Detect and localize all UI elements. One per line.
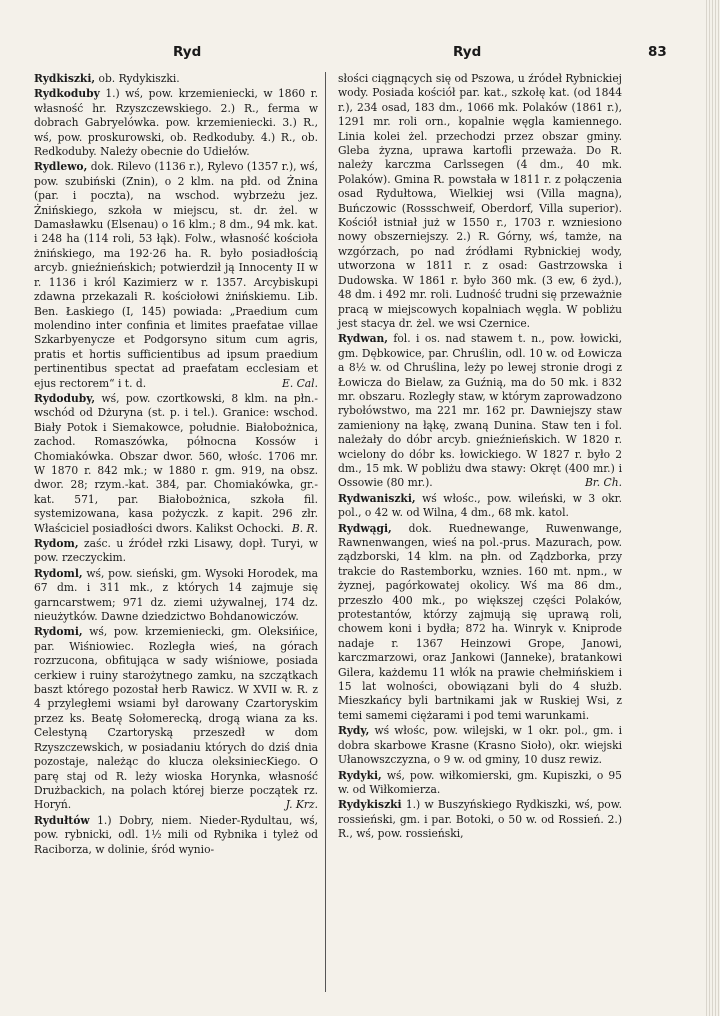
entry-text: wś, pow. wiłkomierski, gm. Kupiszki, o 95 w. od Wiłkomierza. [338,768,622,796]
entry-signature: J. Krz. [285,798,318,812]
entry-headword: Rydkiszki, [34,72,96,85]
dictionary-entry [338,492,622,521]
entry-text: dok. Ruednewange, Ruwenwange, Rawnenwangen, wieś na pol.-prus. Mazurach, pow. ządzborski, 14 klm. na płn. od Ządzborka, przy trakcie do Rastemborku, wznies. 160 mt. npm., w żyznej, pagórkowatej okolicy. Wś ma 86 dm., przeszło 400 mk., po większej części Polaków, protestantów, którzy zajmują się uprawą roli, chowem koni i bydła; 872 ha. Winryk v. Kniprode nadaje r. 1367 Heinzowi Grope, Janowi, karczmarzowi, oraz Jankowi (Janneke), bratankowi Gilera, każdemu 11 włók na prawie chełmińskiem i 15 lat wolności, obowiązani byli do 4 służb. Mieszkańcy byli bartnikami jak w Ruskiej Wsi, z temi samemi ciężarami i pod temi warunkami. [338,521,622,722]
dictionary-entry [34,160,318,391]
entry-headword: Rydom, [34,537,79,550]
entry-headword: Rydoduby, [34,391,96,405]
dictionary-entry [338,522,622,724]
dictionary-entry [34,537,318,566]
entry-text: fol. i os. nad stawem t. n., pow. łowicki, gm. Dębkowice, par. Chruślin, odl. 10 w. od Łowicza a 8½ w. od Chruślina, leży po lewej stronie drogi z Łowicza do Bielaw, za Guźnią, ma do 50 mk. i 832 mr. obszaru. Rozległy staw, w którym zaprowadzono rybołówstwo, ma 221 mr. 162 pr. Dawniejszy staw zamieniony na łąkę, zwaną Dunina. Staw ten i fol. należały do dóbr arcyb. gnieźnieńskich. W 1820 r. wcielony do dóbr ks. łowickiego. W 1827 r. było 2 dm., 15 mk. W pobliżu dwa stawy: Okręt (400 mr.) i Ossowie (80 mr.). [338,332,623,490]
entry-text: 1.) Dobry, niem. Nieder-Rydultau, wś, pow. rybnicki, odl. 1½ mili od Rybnika i tyleż od Raciborza, w dolinie, śród wynio- [34,813,318,856]
entry-headword: Rydlewo, [34,160,88,174]
entry-signature: Br. Ch. [584,476,622,490]
entry-text: 1.) wś, pow. krzemieniecki, w 1860 r. własność hr. Rzyszczewskiego. 2.) R., ferma w dobrach Gabryelówka. pow. krzemieniecki. 3.) R., wś, pow. proskurowski, ob. Redkoduby. 4.) R., ob. Redkoduby. Należy obecnie do Udiełów. [34,87,318,159]
entry-headword: Rydwągi, [338,521,392,535]
entry-headword: Rydy, [338,724,370,738]
entry-headword: Rydwaniszki, [338,491,416,505]
dictionary-entry [338,72,622,331]
entry-headword: Rydomi, [34,625,83,639]
entry-text: wś, pow. sieński, gm. Wysoki Horodek, ma 67 dm. i 311 mk., z których 14 zajmuje się garncarstwem; 971 dz. ziemi używalnej, 174 dz. nieużytków. Dawne dziedzictwo Bohdanowiczów. [34,566,318,624]
dictionary-entry [338,798,622,841]
running-head-left: Ryd [173,44,202,60]
dictionary-entry [338,332,622,490]
right-column [338,72,622,843]
page-number: 83 [648,44,667,60]
entry-text: 1.) w Buszyńskiego Rydkiszki, wś, pow. rossieński, gm. i par. Botoki, o 50 w. od Rossień. 2.) R., wś, pow. rossieński, [338,798,622,841]
entry-text: zaśc. u źródeł rzki Lisawy, dopł. Turyi, w pow. rzeczyckim. [34,537,318,565]
entry-text: dok. Rilevo (1136 r.), Rylevo (1357 r.), wś, pow. szubiński (Znin), o 2 klm. na płd. od Żnina (par. i poczta), na wschod. wybrzeżu jez. Żnińskiego, szkoła w miejscu, st. dr. żel. w Damasławku (Elsenau) o 16 klm.; 8 dm., 94 mk. kat. i 248 ha (114 roli, 53 łąk). Folw., własność kościoła żnińskiego, ma 192·26 ha. R. było posiadłością arcyb. gnieźnieńskich; potwierdził ją Innocenty II w r. 1136 i król Kazimierz w r. 1357. Arcybiskupi zdawna przekazali R. kościołowi żnińskiemu. Lib. Ben. Łaskiego (I, 145) powiada: „Praedium cum molendino inter confinia et limites praefatae villae Szkarbyenycze et Podgorsyno situm cum agris, pratis et hortis sufficientibus ad ipsum praedium pertinentibus spectat ad praefatam ecclesiam et ejus rectorem“ i t. d. [34,160,318,390]
entry-headword: Rydykiszki [338,798,402,812]
dictionary-entry [34,814,318,857]
page-edge [706,0,720,1016]
entry-signature: B. R. [291,521,318,535]
dictionary-entry [338,724,622,767]
entry-text: wś włośc., pow. wileński, w 3 okr. pol., o 42 w. od Wilna, 4 dm., 68 mk. katol. [338,491,622,520]
entry-text: wś, pow. czortkowski, 8 klm. na płn.-wschód od Dżuryna (st. p. i tel.). Granice: wschod. Biały Potok i Siemakowce, południe. Białobożnica, zachod. Romaszówka, północna Kossów i Chomiakówka. Obszar dwor. 560, włośc. 1706 mr. W 1870 r. 842 mk.; w 1880 r. gm. 919, na obsz. dwor. 28; rzym.-kat. 384, par. Chomiakówka, gr.-kat. 571, par. Białobożnica, szkoła fil. systemizowana, kasa pożyczk. z kapit. 296 złr. Właściciel posiadłości dwors. Kalikst Ochocki. [34,391,318,535]
dictionary-entry [34,72,318,86]
entry-headword: Rydkoduby [34,87,100,101]
left-column [34,72,318,858]
entry-headword: Rydwan, [338,332,388,346]
entry-text: wś włośc, pow. wilejski, w 1 okr. pol., gm. i dobra skarbowe Krasne (Krasno Sioło), okr. wiejski Ułanowszczyzna, o 9 w. od gminy, 10 dusz rewiz. [338,724,623,767]
dictionary-entry [34,625,318,812]
entry-signature: E. Cal. [282,376,318,390]
entry-headword: Rydoml, [34,566,83,580]
running-head-right: Ryd [453,44,482,60]
entry-headword: Rydułtów [34,813,90,827]
entry-headword: Rydyki, [338,768,382,782]
entry-text: ob. Rydykiszki. [98,72,180,85]
entry-text: słości ciągnących się od Pszowa, u źródeł Rybnickiej wody. Posiada kościół par. kat., szkołę kat. (od 1844 r.), 234 osad, 183 dm., 1066 mk. Polaków (1861 r.), 1291 mr. roli orn., kopalnie węgla kamiennego. Linia kolei żel. przechodzi przez obszar gminy. Gleba żyzna, uprawa kartofli przeważa. Do R. należy karczma Carlssegen (4 dm., 40 mk. Polaków). Gmina R. powstała w 1811 r. z połączenia osad Rydułtowa, Wielkiej wsi (Villa magna), Buńczowic (Rossschweif, Oberdorf, Villa superior). Kościół istniał już w 1550 r., 1703 r. wzniesiono nowy obszerniejszy. 2.) R. Górny, wś, tamże, na wzgórzach, po nad źródłami Rybnickiej wody, utworzona w 1811 r. z osad: Gastrzowska i Dudowska. W 1861 r. było 360 mk. (3 ew, 6 żyd.), 48 dm. i 492 mr. roli. Ludność trudni się przeważnie pracą w miejscowych kopalniach węgla. W pobliżu jest stacya dr. żel. we wsi Czernice. [338,72,622,330]
dictionary-entry [34,567,318,625]
column-divider [325,72,326,992]
dictionary-entry [34,392,318,536]
dictionary-entry [338,769,622,798]
dictionary-entry [34,87,318,159]
entry-text: wś, pow. krzemieniecki, gm. Oleksińice, par. Wiśniowiec. Rozległa wieś, na górach rozrzucona, obfitująca w sady wiśniowe, posiada cerkiew i ruiny starożytnego zamku, na szczątkach baszt którego pozostał herb Rawicz. W XVII w. R. z 4 przyległemi wsiami był darowany Czartoryskim przez ks. Beatę Sołomerecką, drogą wiana za ks. Celestyną Czartoryską przeszedł w dom Rzyszczewskich, w posiadaniu których do dziś dnia pozostaje, należąc do klucza oleksiniecKiego. O parę staj od R. leży wioska Horynka, własność Drużbackich, na polach której bierze początek rz. Horyń. [34,625,318,812]
